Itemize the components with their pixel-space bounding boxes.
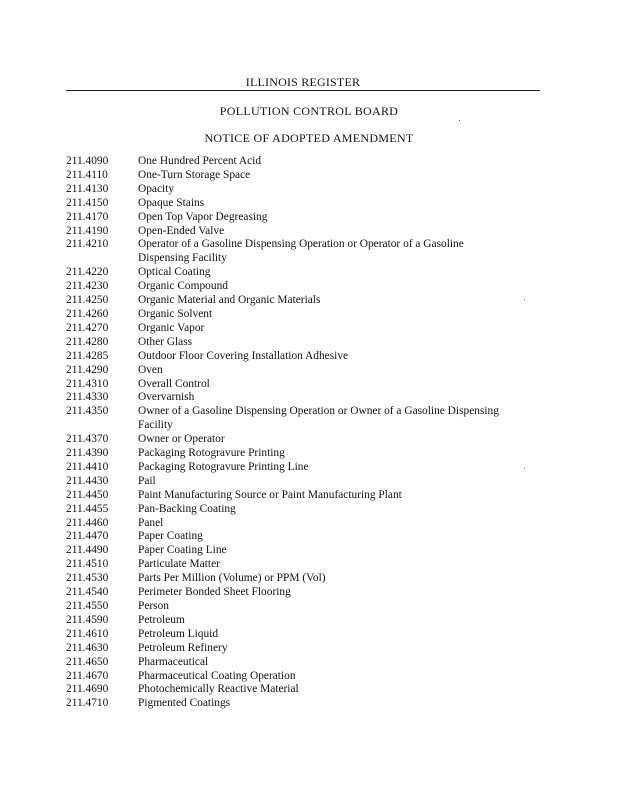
list-item	[66, 683, 536, 697]
section-number: 211.4460	[66, 516, 109, 529]
scan-speck	[524, 468, 525, 469]
section-number: 211.4110	[66, 168, 108, 181]
definition-term: Outdoor Floor Covering Installation Adhesive	[138, 349, 349, 362]
definition-term: Organic Material and Organic Materials	[138, 294, 321, 307]
definition-term: Overall Control	[138, 377, 210, 390]
list-item	[66, 197, 536, 211]
section-number: 211.4510	[66, 558, 109, 571]
list-item	[66, 558, 536, 572]
section-number: 211.4330	[66, 391, 109, 404]
definition-term: Pigmented Coatings	[138, 697, 231, 710]
definition-term: Owner of a Gasoline Dispensing Operation or Owner of a Gasoline Dispensing	[138, 405, 499, 418]
list-item	[66, 350, 536, 364]
definition-term: Open Top Vapor Degreasing	[138, 210, 268, 223]
list-item	[66, 419, 536, 433]
definition-term: Particulate Matter	[138, 558, 220, 571]
list-item	[66, 461, 536, 475]
section-number: 211.4310	[66, 377, 109, 390]
section-number: 211.4540	[66, 586, 109, 599]
definition-term: Petroleum Liquid	[138, 627, 219, 640]
definition-term: One Hundred Percent Acid	[138, 155, 262, 167]
definition-term: Perimeter Bonded Sheet Flooring	[138, 586, 291, 599]
list-item	[66, 586, 536, 600]
definition-term: Petroleum	[138, 613, 185, 626]
definition-term: Packaging Rotogravure Printing Line	[138, 460, 309, 473]
section-number: 211.4390	[66, 447, 109, 460]
section-number: 211.4370	[66, 433, 109, 446]
section-number: 211.4210	[66, 238, 109, 251]
section-number: 211.4650	[66, 655, 109, 668]
section-number: 211.4410	[66, 460, 109, 473]
definition-term: Paper Coating Line	[138, 544, 227, 557]
list-item	[66, 169, 536, 183]
section-number: 211.4470	[66, 530, 109, 543]
section-number: 211.4170	[66, 210, 109, 223]
list-item	[66, 308, 536, 322]
definition-term: Opacity	[138, 182, 175, 195]
list-item	[66, 572, 536, 586]
board-name: POLLUTION CONTROL BOARD	[219, 104, 399, 118]
definition-term: Operator of a Gasoline Dispensing Operation or Operator of a Gasoline	[138, 238, 464, 251]
list-item	[66, 656, 536, 670]
section-number: 211.4430	[66, 474, 109, 487]
section-number: 211.4710	[66, 697, 109, 710]
list-item	[66, 517, 536, 531]
list-item	[66, 670, 536, 684]
section-number: 211.4150	[66, 196, 109, 209]
definition-term: One-Turn Storage Space	[138, 168, 251, 181]
definition-term: Organic Vapor	[138, 321, 205, 334]
definition-term: Paper Coating	[138, 530, 203, 543]
section-number: 211.4630	[66, 641, 109, 654]
section-number: 211.4280	[66, 335, 109, 348]
definition-term: Organic Compound	[138, 280, 228, 293]
list-item	[66, 405, 536, 419]
section-number: 211.4285	[66, 349, 109, 362]
list-item	[66, 642, 536, 656]
section-number: 211.4690	[66, 683, 109, 696]
definition-term: Open-Ended Valve	[138, 224, 225, 237]
notice-title: NOTICE OF ADOPTED AMENDMENT	[204, 131, 414, 145]
header-rule	[66, 90, 540, 91]
list-item	[66, 336, 536, 350]
list-item	[66, 475, 536, 489]
list-item	[66, 294, 536, 308]
definition-term: Organic Solvent	[138, 307, 213, 320]
definition-term: Pan-Backing Coating	[138, 502, 236, 515]
definition-term: Pharmaceutical Coating Operation	[138, 669, 296, 682]
definitions-list	[66, 155, 536, 711]
list-item	[66, 600, 536, 614]
definition-term: Petroleum Refinery	[138, 641, 228, 654]
list-item	[66, 530, 536, 544]
definition-term: Panel	[138, 516, 164, 529]
section-number: 211.4455	[66, 502, 109, 515]
scan-speck	[459, 120, 460, 121]
list-item	[66, 433, 536, 447]
section-number: 211.4610	[66, 627, 109, 640]
list-item	[66, 364, 536, 378]
section-number	[66, 419, 138, 433]
list-item	[66, 697, 536, 711]
section-number: 211.4530	[66, 572, 109, 585]
list-item	[66, 225, 536, 239]
register-title: ILLINOIS REGISTER	[245, 75, 361, 89]
list-item	[66, 628, 536, 642]
definition-term: Parts Per Million (Volume) or PPM (Vol)	[138, 572, 326, 585]
section-number: 211.4090	[66, 155, 109, 167]
list-item	[66, 183, 536, 197]
definition-term: Overvarnish	[138, 391, 195, 404]
section-number: 211.4130	[66, 182, 109, 195]
section-number: 211.4490	[66, 544, 109, 557]
section-number	[66, 252, 138, 266]
list-item	[66, 391, 536, 405]
list-item	[66, 378, 536, 392]
definition-term: Packaging Rotogravure Printing	[138, 447, 285, 460]
list-item	[66, 489, 536, 503]
list-item	[66, 322, 536, 336]
list-item	[66, 614, 536, 628]
definition-term: Other Glass	[138, 335, 193, 348]
section-number: 211.4250	[66, 294, 109, 307]
list-item	[66, 211, 536, 225]
section-number: 211.4550	[66, 600, 109, 612]
section-number: 211.4230	[66, 280, 109, 293]
scan-speck	[524, 299, 525, 300]
section-number: 211.4590	[66, 613, 109, 626]
definition-term: Owner or Operator	[138, 433, 225, 446]
section-number: 211.4190	[66, 224, 109, 237]
list-item	[66, 252, 536, 266]
section-number: 211.4260	[66, 307, 109, 320]
list-item	[66, 238, 536, 252]
list-item	[66, 266, 536, 280]
list-item	[66, 447, 536, 461]
definition-term: Pail	[138, 474, 156, 487]
section-number: 211.4290	[66, 363, 109, 376]
section-number: 211.4670	[66, 669, 109, 682]
list-item	[66, 155, 536, 169]
register-header	[66, 76, 540, 89]
section-number: 211.4220	[66, 266, 109, 279]
definition-term: Opaque Stains	[138, 196, 205, 209]
definition-term: Pharmaceutical	[138, 655, 209, 668]
list-item	[66, 280, 536, 294]
definition-term: Person	[138, 600, 170, 612]
definition-term: Oven	[138, 363, 163, 376]
definition-term: Optical Coating	[138, 266, 211, 279]
list-item	[66, 503, 536, 517]
definition-term: Facility	[138, 419, 173, 432]
list-item	[66, 544, 536, 558]
definition-term: Dispensing Facility	[138, 252, 227, 265]
section-number: 211.4450	[66, 488, 109, 501]
definition-term: Paint Manufacturing Source or Paint Manufacturing Plant	[138, 488, 402, 501]
section-number: 211.4350	[66, 405, 109, 418]
definition-term: Photochemically Reactive Material	[138, 683, 299, 696]
section-number: 211.4270	[66, 321, 109, 334]
